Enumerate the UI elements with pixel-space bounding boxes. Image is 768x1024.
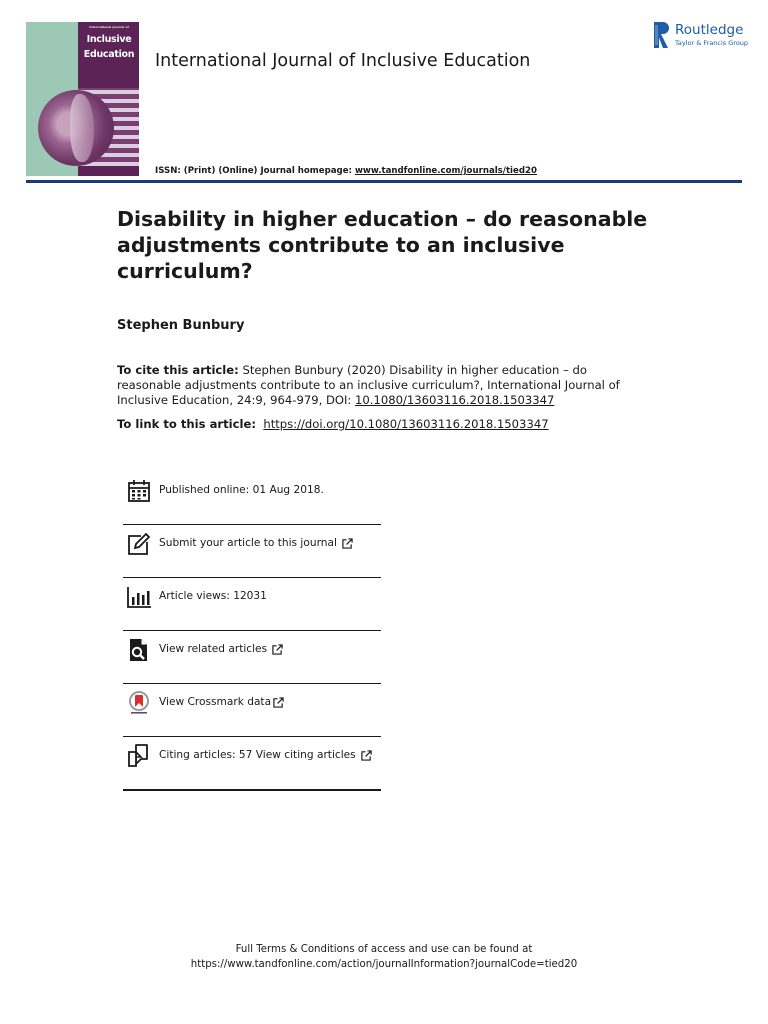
external-link-icon [361,750,372,761]
published-date: Published online: 01 Aug 2018. [159,484,324,496]
external-link-icon [272,644,283,655]
article-doi-url-link[interactable]: https://doi.org/10.1080/13603116.2018.1503347 [263,417,549,431]
citation-block [117,363,647,408]
issn-line [155,166,537,176]
cite-text: Stephen Bunbury (2020) Disability in higher education – do reasonable adjustments contribute to an inclusive curriculum?, International Journal of Inclusive Education, 24:9, 964-979, DOI: [117,363,620,407]
external-link-icon [273,697,284,708]
citing-documents-icon [127,744,151,768]
article-views: Article views: 12031 [159,590,267,602]
article-title: Disability in higher education – do reasonable adjustments contribute to an inclusive curriculum? [117,207,648,283]
cover-footer-box [78,166,139,176]
journal-title: International Journal of Inclusive Education [155,51,531,71]
related-row[interactable] [123,631,381,684]
submit-row[interactable] [123,525,381,578]
link-to-article [117,417,549,431]
related-articles-link[interactable]: View related articles [159,643,268,655]
crossmark-icon [127,691,151,715]
journal-cover-image [26,22,139,176]
terms-footer [0,942,768,972]
published-row [123,472,381,525]
submit-article-link[interactable]: Submit your article to this journal [159,537,337,549]
cover-top-text: International Journal of [89,25,129,29]
cover-title-line1: Inclusive [86,34,132,45]
article-author: Stephen Bunbury [117,318,245,333]
cite-label: To cite this article: [117,363,239,377]
external-link-icon [342,538,353,549]
publisher-name: Routledge [675,22,744,38]
routledge-r-icon [654,22,670,48]
publisher-logo[interactable] [654,22,754,50]
article-info-list [123,472,381,791]
document-search-icon [127,638,151,662]
publisher-group: Taylor & Francis Group [675,39,749,47]
citing-articles-link[interactable]: Citing articles: 57 View citing articles [159,749,356,761]
terms-url-link[interactable]: https://www.tandfonline.com/action/journalInformation?journalCode=tied20 [190,959,578,970]
crossmark-link[interactable]: View Crossmark data [159,696,272,708]
terms-line1: Full Terms & Conditions of access and use can be found at [235,944,533,955]
journal-homepage-link[interactable]: www.tandfonline.com/journals/tied20 [354,166,537,176]
citing-row[interactable] [123,737,381,791]
issn-text: ISSN: (Print) (Online) Journal homepage: [155,166,355,176]
cover-title-line2: Education [83,49,135,60]
calendar-icon [127,479,151,503]
header-divider [26,180,742,183]
link-label: To link to this article: [117,417,256,431]
doi-link[interactable]: 10.1080/13603116.2018.1503347 [355,393,555,407]
bar-chart-icon [127,585,151,609]
crossmark-row[interactable] [123,684,381,737]
views-row [123,578,381,631]
edit-pencil-icon [127,532,151,556]
